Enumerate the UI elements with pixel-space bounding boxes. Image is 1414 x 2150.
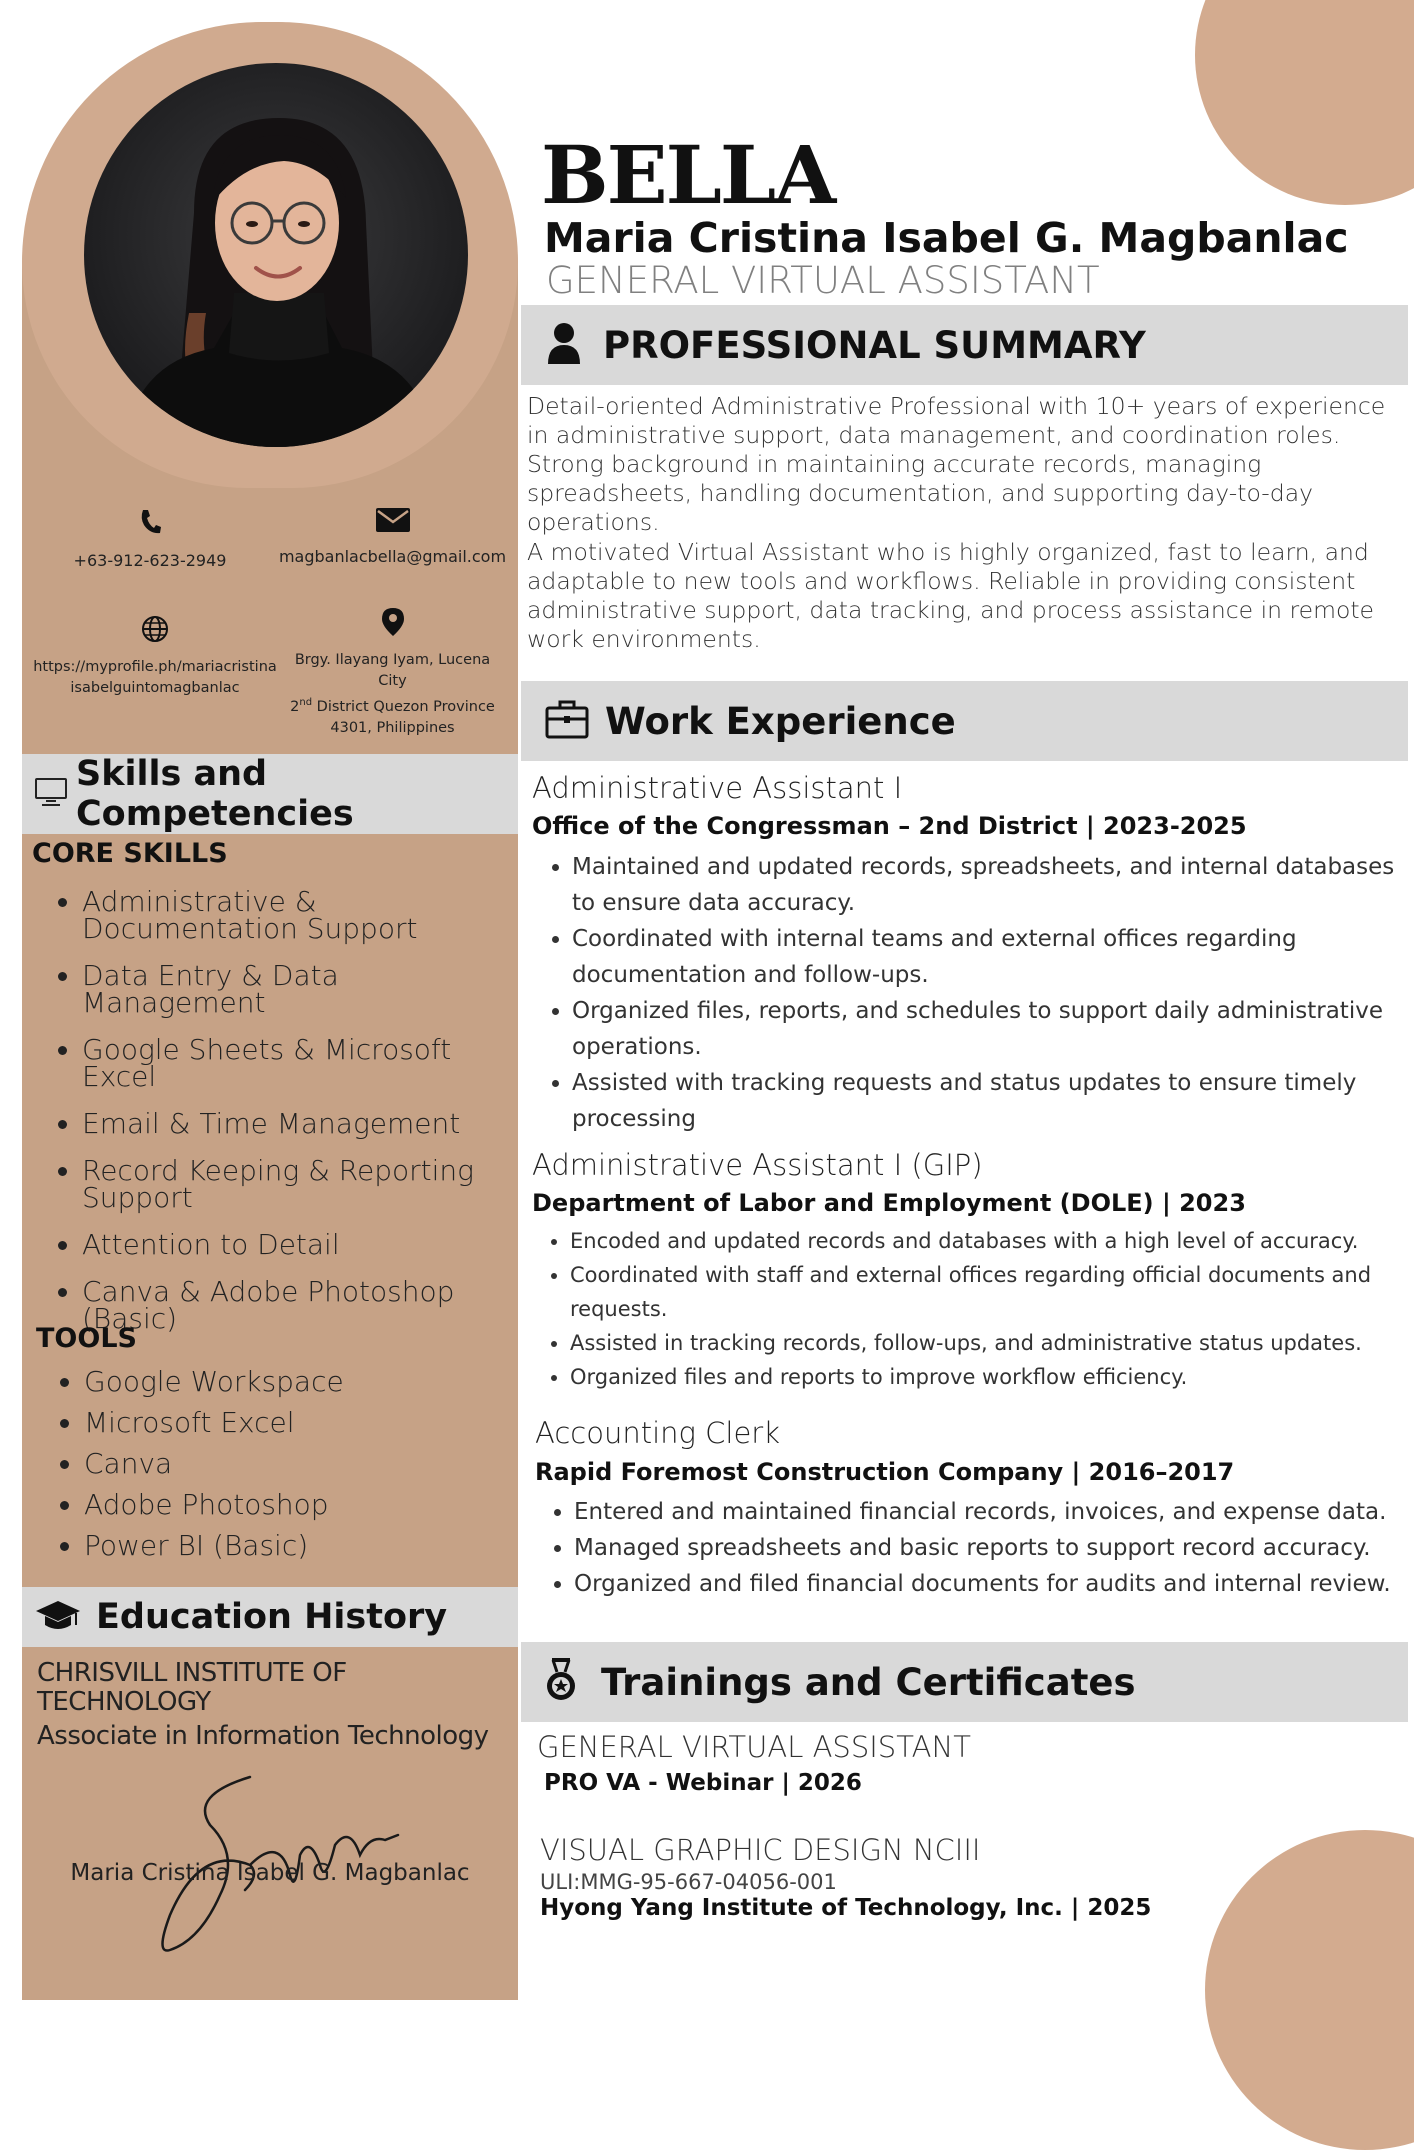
- contact-website[interactable]: [30, 615, 280, 699]
- job-title-3: Accounting Clerk: [535, 1416, 781, 1450]
- briefcase-icon: [545, 699, 589, 743]
- education-header: [22, 1587, 518, 1647]
- core-skills-list: [22, 885, 522, 1352]
- list-item: • Canva & Adobe Photoshop (Basic): [82, 1278, 522, 1332]
- email-address: magbanlacbella@gmail.com: [278, 547, 507, 566]
- list-item: • Email & Time Management: [82, 1110, 522, 1137]
- summary-title: PROFESSIONAL SUMMARY: [603, 323, 1146, 367]
- list-item: • Canva: [84, 1450, 524, 1477]
- list-item: • Entered and maintained financial records, invoices, and expense data.: [574, 1494, 1414, 1530]
- job-title-2: Administrative Assistant I (GIP): [532, 1148, 983, 1182]
- list-item: • Data Entry & Data Management: [82, 962, 522, 1016]
- address-line-1: Brgy. Ilayang Iyam, Lucena City: [294, 652, 491, 689]
- phone-number: +63-912-623-2949: [73, 551, 227, 570]
- list-item: • Google Sheets & Microsoft Excel: [82, 1036, 522, 1090]
- tools-heading: TOOLS: [36, 1323, 137, 1354]
- list-item: • Record Keeping & Reporting Support: [82, 1157, 522, 1211]
- job-org-2: Department of Labor and Employment (DOLE) | 2023: [532, 1189, 1246, 1217]
- contact-email[interactable]: [275, 508, 510, 567]
- job-bullets-2: [534, 1224, 1410, 1394]
- job-role: GENERAL VIRTUAL ASSISTANT: [546, 259, 1100, 302]
- location-pin-icon: [280, 608, 505, 640]
- contact-phone[interactable]: [45, 508, 255, 571]
- website-line-2: isabelguintomagbanlac: [70, 680, 240, 696]
- address-line-2: 2nd District Quezon Province: [290, 697, 495, 715]
- job-bullets-3: [538, 1494, 1414, 1602]
- address-line-3: 4301, Philippines: [330, 719, 455, 736]
- list-item: • Organized and filed financial documents for audits and internal review.: [574, 1566, 1414, 1602]
- cert-org-2: Hyong Yang Institute of Technology, Inc. | 2025: [540, 1895, 1152, 1921]
- computer-icon: [34, 777, 68, 811]
- cert-org-1: PRO VA - Webinar | 2026: [544, 1770, 862, 1796]
- job-title-1: Administrative Assistant I: [532, 771, 903, 805]
- education-title: Education History: [96, 1597, 448, 1637]
- skills-title: Skills and Competencies: [76, 754, 354, 834]
- school-name: CHRISVILL INSTITUTE OF TECHNOLOGY: [37, 1658, 347, 1717]
- globe-icon: [30, 615, 280, 647]
- degree: Associate in Information Technology: [37, 1721, 489, 1751]
- decorative-circle-top-right: [1195, 0, 1414, 205]
- cert-id-2: ULI:MMG-95-667-04056-001: [540, 1870, 837, 1894]
- phone-icon: [45, 508, 255, 540]
- experience-header: [521, 681, 1408, 761]
- list-item: • Managed spreadsheets and basic reports to support record accuracy.: [574, 1530, 1414, 1566]
- trainings-title: Trainings and Certificates: [601, 1660, 1136, 1704]
- list-item: • Attention to Detail: [82, 1231, 522, 1258]
- list-item: • Google Workspace: [84, 1368, 524, 1395]
- trainings-header: [521, 1642, 1408, 1722]
- list-item: • Coordinated with internal teams and external offices regarding documentation and follow-ups.: [572, 921, 1412, 993]
- list-item: • Assisted in tracking records, follow-ups, and administrative status updates.: [570, 1326, 1410, 1360]
- cert-title-2: VISUAL GRAPHIC DESIGN NCIII: [540, 1833, 981, 1867]
- job-org-3: Rapid Foremost Construction Company | 2016–2017: [535, 1458, 1235, 1486]
- list-item: • Administrative & Documentation Support: [82, 888, 522, 942]
- list-item: • Microsoft Excel: [84, 1409, 524, 1436]
- cert-title-1: GENERAL VIRTUAL ASSISTANT: [537, 1730, 971, 1764]
- list-item: • Assisted with tracking requests and status updates to ensure timely processing: [572, 1065, 1412, 1137]
- job-bullets-1: [536, 849, 1412, 1137]
- list-item: • Organized files, reports, and schedules to support daily administrative operations.: [572, 993, 1412, 1065]
- list-item: • Encoded and updated records and databases with a high level of accuracy.: [570, 1224, 1410, 1258]
- core-skills-heading: CORE SKILLS: [32, 838, 228, 869]
- list-item: • Organized files and reports to improve workflow efficiency.: [570, 1360, 1410, 1394]
- contact-address: [280, 608, 505, 739]
- website-line-1: https://myprofile.ph/mariacristina: [33, 659, 277, 675]
- profile-photo: [84, 63, 468, 447]
- person-icon: [547, 322, 581, 368]
- summary-header: [521, 305, 1408, 385]
- email-icon: [275, 508, 510, 536]
- nickname: BELLA: [541, 128, 835, 222]
- list-item: • Adobe Photoshop: [84, 1491, 524, 1518]
- job-org-1: Office of the Congressman – 2nd District | 2023-2025: [532, 812, 1247, 840]
- signature-name: Maria Cristina Isabel G. Magbanlac: [70, 1860, 470, 1886]
- summary-paragraph-2: A motivated Virtual Assistant who is highly organized, fast to learn, and adaptable to new tools and workflows. Reliable in providing consistent administrative support, data tracking, and process assistance in remote work environments.: [527, 538, 1375, 653]
- medal-icon: [545, 1658, 577, 1706]
- summary-paragraph-1: Detail-oriented Administrative Professional with 10+ years of experience in administrative support, data management, and coordination roles. Strong background in maintaining accurate records, managing spreadsheets, handling documentation, and supporting day-to-day operations.: [527, 392, 1386, 536]
- list-item: • Coordinated with staff and external offices regarding official documents and requests.: [570, 1258, 1410, 1326]
- decorative-circle-bottom-right: [1205, 1830, 1414, 2150]
- graduation-cap-icon: [34, 1597, 82, 1637]
- tools-list: [24, 1365, 524, 1573]
- skills-header: [22, 754, 518, 834]
- full-name: Maria Cristina Isabel G. Magbanlac: [544, 214, 1349, 262]
- experience-title: Work Experience: [605, 699, 956, 743]
- list-item: • Maintained and updated records, spreadsheets, and internal databases to ensure data accuracy.: [572, 849, 1412, 921]
- list-item: • Power BI (Basic): [84, 1532, 524, 1559]
